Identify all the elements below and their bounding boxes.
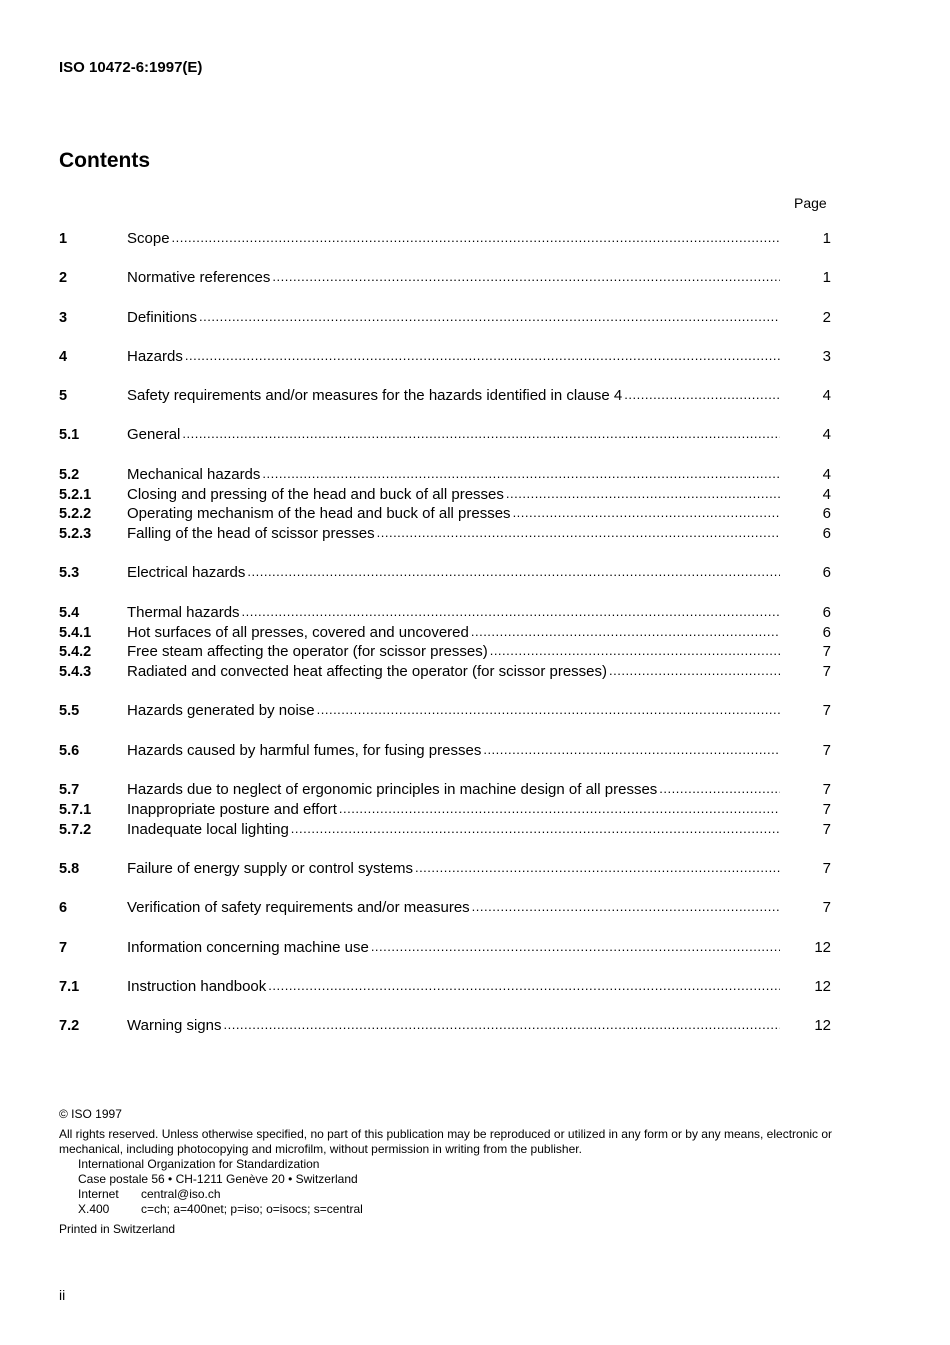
toc-group: [59, 978, 831, 998]
toc-group: [59, 781, 831, 840]
toc-entry-title-text: Hot surfaces of all presses, covered and uncovered: [127, 623, 469, 641]
toc-entry-page: 6: [822, 525, 831, 543]
toc-entry-title: [127, 426, 780, 443]
toc-entry-page: 7: [822, 859, 831, 877]
dot-leader: [242, 604, 780, 621]
toc-entry-title: [127, 742, 780, 759]
toc-entry-page: 7: [822, 800, 831, 818]
toc-entry-page: 6: [822, 603, 831, 621]
toc-entry-page: 6: [822, 505, 831, 523]
address-block: [59, 1157, 889, 1217]
toc-entry-page: 7: [822, 820, 831, 838]
toc-entry-number: 5.4.3: [59, 664, 92, 681]
toc-group: [59, 309, 831, 329]
toc-entry-title: [127, 466, 780, 483]
toc-group: [59, 269, 831, 289]
toc-entry: [59, 978, 831, 998]
toc-group: [59, 860, 831, 880]
dot-leader: [609, 663, 780, 680]
toc-entry-number: 5.7: [59, 782, 80, 799]
toc-entry-number: 1: [59, 231, 68, 247]
toc-entry-number: 5.2.1: [59, 486, 92, 503]
toc-entry-title-text: General: [127, 426, 181, 444]
toc-entry-number: 5.8: [59, 860, 80, 877]
dot-leader: [371, 939, 780, 956]
dot-leader: [490, 643, 780, 660]
toc-entry-title-text: Falling of the head of scissor presses: [127, 525, 375, 543]
dot-leader: [317, 702, 780, 719]
toc-entry-page: 7: [822, 781, 831, 799]
table-of-contents: [59, 230, 831, 1056]
toc-entry-title-text: Normative references: [127, 269, 271, 287]
toc-entry-number: 7.2: [59, 1018, 80, 1035]
toc-entry-title-text: Mechanical hazards: [127, 465, 261, 483]
toc-entry-title-text: Scope: [127, 230, 170, 247]
toc-entry-number: 5.4.1: [59, 624, 92, 641]
toc-entry-title: [127, 309, 780, 326]
toc-entry-title: [127, 525, 780, 542]
dot-leader: [513, 505, 780, 522]
toc-entry-page: 12: [814, 1017, 831, 1035]
postal-address: Case postale 56 • CH-1211 Genève 20 • Switzerland: [78, 1172, 358, 1186]
toc-entry-title-text: Information concerning machine use: [127, 938, 369, 956]
toc-entry-title-text: Closing and pressing of the head and buck of all presses: [127, 485, 504, 503]
dot-leader: [415, 860, 780, 877]
toc-entry-number: 5.5: [59, 703, 80, 720]
toc-entry-page: 3: [822, 347, 831, 365]
toc-entry-title: [127, 643, 780, 660]
toc-entry-title-text: Operating mechanism of the head and buck of all presses: [127, 505, 511, 523]
toc-entry-title-text: Safety requirements and/or measures for the hazards identified in clause 4: [127, 387, 623, 405]
toc-entry-title: [127, 387, 780, 404]
toc-entry-page: 4: [822, 387, 831, 405]
toc-entry: [59, 801, 831, 821]
toc-group: [59, 230, 831, 250]
toc-group: [59, 426, 831, 446]
toc-entry-title: [127, 348, 780, 365]
toc-entry: [59, 309, 831, 329]
dot-leader: [624, 387, 780, 404]
organization-name: International Organization for Standardization: [78, 1157, 320, 1171]
dot-leader: [339, 801, 780, 818]
toc-entry-number: 5.7.2: [59, 821, 92, 838]
page-title: Contents: [59, 149, 150, 172]
toc-entry-title: [127, 269, 780, 286]
dot-leader: [247, 564, 780, 581]
toc-entry-title: [127, 505, 780, 522]
toc-entry: [59, 564, 831, 584]
toc-entry-number: 5.2.2: [59, 506, 92, 523]
toc-entry-title: [127, 564, 780, 581]
toc-entry-title: [127, 663, 780, 680]
dot-leader: [182, 426, 780, 443]
toc-group: [59, 466, 831, 545]
toc-entry-title-text: Inappropriate posture and effort: [127, 800, 337, 818]
toc-entry: [59, 604, 831, 624]
dot-leader: [272, 269, 780, 286]
toc-entry: [59, 821, 831, 841]
toc-group: [59, 604, 831, 683]
dot-leader: [291, 821, 780, 838]
toc-entry-title: [127, 860, 780, 877]
toc-entry-number: 7.1: [59, 978, 80, 995]
toc-entry: [59, 486, 831, 506]
toc-entry-title-text: Hazards caused by harmful fumes, for fusing presses: [127, 741, 482, 759]
toc-group: [59, 899, 831, 919]
toc-group: [59, 702, 831, 722]
toc-entry-page: 7: [822, 899, 831, 917]
toc-entry-title-text: Free steam affecting the operator (for scissor presses): [127, 643, 488, 661]
toc-entry-title-text: Radiated and convected heat affecting the operator (for scissor presses): [127, 663, 607, 681]
toc-entry: [59, 899, 831, 919]
toc-entry-title: [127, 1017, 780, 1034]
toc-entry-title: [127, 230, 780, 247]
toc-entry-page: 7: [822, 702, 831, 720]
toc-entry: [59, 426, 831, 446]
toc-entry: [59, 742, 831, 762]
toc-group: [59, 564, 831, 584]
dot-leader: [483, 742, 780, 759]
toc-entry-page: 2: [822, 308, 831, 326]
toc-entry-page: 4: [822, 465, 831, 483]
toc-entry-number: 4: [59, 348, 68, 365]
toc-entry-title-text: Hazards: [127, 347, 183, 365]
toc-entry-title-text: Definitions: [127, 308, 198, 326]
dot-leader: [472, 899, 780, 916]
toc-entry-title-text: Inadequate local lighting: [127, 820, 289, 838]
toc-entry-number: 6: [59, 900, 68, 917]
toc-entry: [59, 643, 831, 663]
toc-entry-title-text: Instruction handbook: [127, 977, 267, 995]
printed-in: Printed in Switzerland: [59, 1222, 176, 1236]
toc-entry-number: 5.4.2: [59, 644, 92, 661]
dot-leader: [262, 466, 780, 483]
toc-entry-number: 5.4: [59, 604, 80, 621]
toc-entry: [59, 1017, 831, 1037]
toc-entry: [59, 624, 831, 644]
toc-entry-title: [127, 978, 780, 995]
toc-entry: [59, 781, 831, 801]
toc-entry-title: [127, 604, 780, 621]
toc-entry-page: 7: [822, 741, 831, 759]
toc-entry: [59, 387, 831, 407]
document-id: ISO 10472-6:1997(E): [59, 59, 203, 76]
toc-entry-title-text: Warning signs: [127, 1017, 222, 1035]
toc-entry-title-text: Verification of safety requirements and/or measures: [127, 899, 470, 917]
page-number: ii: [59, 1287, 66, 1303]
toc-entry-title: [127, 702, 780, 719]
toc-entry-page: 6: [822, 623, 831, 641]
toc-entry-number: 5.7.1: [59, 801, 92, 818]
toc-entry-title: [127, 821, 780, 838]
toc-group: [59, 1017, 831, 1037]
toc-entry: [59, 702, 831, 722]
rights-statement: All rights reserved. Unless otherwise specified, no part of this publication may be reproduced or utilized in any form or by any means, electronic or mechanical, including photocopying and microfilm, without permission in writing from the publisher.: [59, 1127, 833, 1156]
toc-entry-number: 5.2.3: [59, 526, 92, 543]
toc-entry-title: [127, 939, 780, 956]
toc-entry-page: 12: [814, 977, 831, 995]
toc-entry-title-text: Thermal hazards: [127, 603, 240, 621]
dot-leader: [506, 486, 780, 503]
internet-email: central@iso.ch: [141, 1187, 221, 1201]
dot-leader: [172, 230, 780, 247]
toc-entry-number: 7: [59, 939, 68, 956]
toc-group: [59, 939, 831, 959]
toc-entry-number: 5.2: [59, 466, 80, 483]
toc-entry-title-text: Failure of energy supply or control systems: [127, 859, 413, 877]
copyright-block: [59, 1107, 889, 1237]
toc-entry-number: 5: [59, 388, 68, 405]
toc-entry-title-text: Hazards due to neglect of ergonomic principles in machine design of all presses: [127, 781, 658, 799]
x400-address: c=ch; a=400net; p=iso; o=isocs; s=central: [141, 1202, 363, 1216]
toc-entry-page: 4: [822, 426, 831, 444]
toc-entry: [59, 269, 831, 289]
toc-entry-number: 5.6: [59, 742, 80, 759]
x400-label: X.400: [78, 1202, 110, 1216]
toc-entry: [59, 939, 831, 959]
toc-entry: [59, 348, 831, 368]
toc-entry: [59, 230, 831, 250]
toc-entry-page: 7: [822, 663, 831, 681]
dot-leader: [659, 781, 780, 798]
toc-entry: [59, 663, 831, 683]
toc-entry: [59, 525, 831, 545]
toc-entry-title: [127, 781, 780, 798]
toc-entry: [59, 466, 831, 486]
toc-entry-title-text: Hazards generated by noise: [127, 702, 315, 720]
toc-entry-title: [127, 899, 780, 916]
toc-entry-page: 6: [822, 564, 831, 582]
toc-entry-title: [127, 801, 780, 818]
toc-entry-title-text: Electrical hazards: [127, 564, 246, 582]
toc-entry-page: 4: [822, 485, 831, 503]
toc-group: [59, 387, 831, 407]
toc-entry: [59, 860, 831, 880]
toc-entry-page: 7: [822, 643, 831, 661]
toc-group: [59, 742, 831, 762]
dot-leader: [377, 525, 780, 542]
copyright-line: © ISO 1997: [59, 1107, 122, 1121]
toc-entry-number: 3: [59, 309, 68, 326]
dot-leader: [268, 978, 780, 995]
toc-entry-number: 5.3: [59, 565, 80, 582]
toc-entry-title: [127, 486, 780, 503]
toc-entry-page: 1: [822, 269, 831, 287]
internet-label: Internet: [78, 1187, 119, 1201]
toc-entry-number: 2: [59, 270, 68, 287]
dot-leader: [199, 309, 780, 326]
toc-entry-page: 12: [814, 938, 831, 956]
page-column-label: Page: [794, 195, 827, 211]
toc-entry-title: [127, 624, 780, 641]
toc-entry: [59, 505, 831, 525]
dot-leader: [185, 348, 780, 365]
toc-group: [59, 348, 831, 368]
dot-leader: [471, 624, 780, 641]
toc-entry-page: 1: [822, 230, 831, 247]
toc-entry-number: 5.1: [59, 427, 80, 444]
dot-leader: [223, 1017, 780, 1034]
